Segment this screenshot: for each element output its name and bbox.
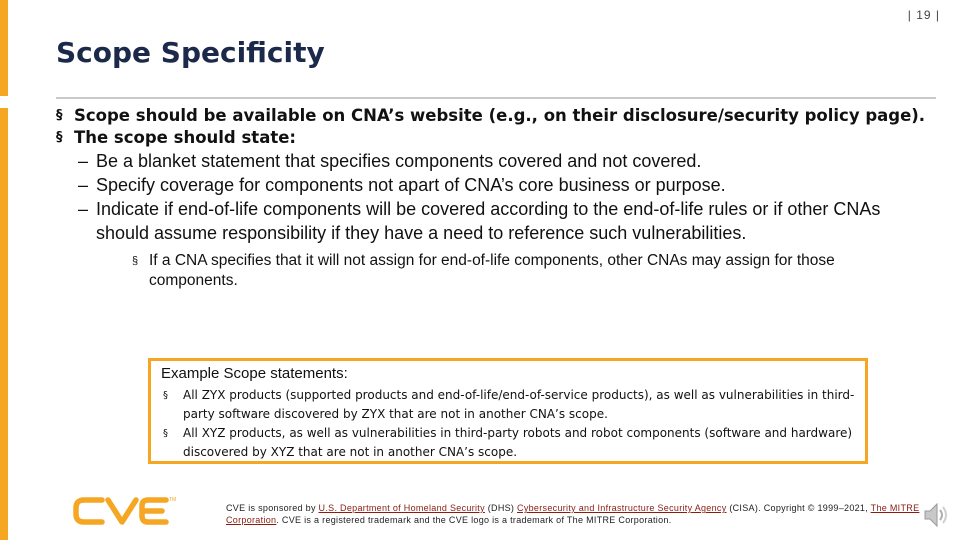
svg-text:TM: TM: [169, 497, 176, 503]
speaker-icon[interactable]: [922, 500, 950, 535]
sub-item-text: Indicate if end-of-life components will be covered according to the end-of-life rules or if other CNAs should assume responsibility if they have a need to reference such vulnerabilities.: [96, 199, 881, 243]
sub-item-end-of-life: [56, 197, 936, 245]
footer-copyright: CVE is sponsored by U.S. Department of Homeland Security (DHS) Cybersecurity and Infrastructure Security Agency (CISA). Copyright © 1999–2021, The MITRE Corporation. CVE is a registered trademark and the CVE logo is a trademark of The MITRE Corporation.: [226, 503, 920, 525]
dhs-link[interactable]: U.S. Department of Homeland Security: [318, 503, 485, 513]
third-level-text: If a CNA specifies that it will not assign for end-of-life components, other CNAs may assign for those components.: [149, 252, 835, 289]
dash-marker: –: [78, 151, 89, 171]
bullet-marker: §: [56, 130, 63, 145]
title-divider: [56, 97, 936, 99]
example-item-text: All ZYX products (supported products and end-of-life/end-of-service products), as well as vulnerabilities in third-party software discovered by ZYX that are not in another CNA’s scope.: [183, 388, 855, 421]
accent-bar-top: [0, 0, 8, 96]
bullet-scope-state: [56, 127, 936, 149]
page-number: | 19 |: [907, 8, 940, 22]
mitre-link[interactable]: The MITRE Corporation: [226, 503, 920, 525]
third-level-bullet: [56, 251, 909, 291]
sub-item-text: Be a blanket statement that specifies components covered and not covered.: [96, 151, 702, 171]
example-item: [161, 424, 855, 462]
cve-logo: [72, 494, 176, 533]
example-scope-box: [148, 358, 868, 464]
cisa-link[interactable]: Cybersecurity and Infrastructure Security Agency: [517, 503, 727, 513]
bullet-text: Scope should be available on CNA’s website (e.g., on their disclosure/security policy page).: [74, 106, 926, 125]
example-item: [161, 386, 855, 424]
bullet-marker: §: [132, 255, 139, 267]
sub-item-coverage: [56, 173, 936, 197]
bullet-text: The scope should state:: [74, 128, 297, 147]
slide-title: Scope Specificity: [56, 36, 325, 69]
cve-logo-icon: [72, 494, 176, 528]
example-item-text: All XYZ products, as well as vulnerabilities in third-party robots and robot components (software and hardware) discovered by XYZ that are not in another CNA’s scope.: [183, 426, 853, 459]
bullet-marker: §: [56, 108, 63, 123]
dash-marker: –: [78, 175, 89, 195]
bullet-scope-availability: [56, 105, 936, 127]
bullet-marker: §: [163, 390, 168, 401]
dash-marker: –: [78, 199, 89, 219]
example-box-title: Example Scope statements:: [161, 365, 348, 382]
bullet-marker: §: [163, 428, 168, 439]
sub-item-blanket-statement: [56, 149, 936, 173]
accent-bar-bottom: [0, 108, 8, 540]
sub-item-text: Specify coverage for components not apart of CNA’s core business or purpose.: [96, 175, 726, 195]
slide-content: [56, 105, 936, 291]
